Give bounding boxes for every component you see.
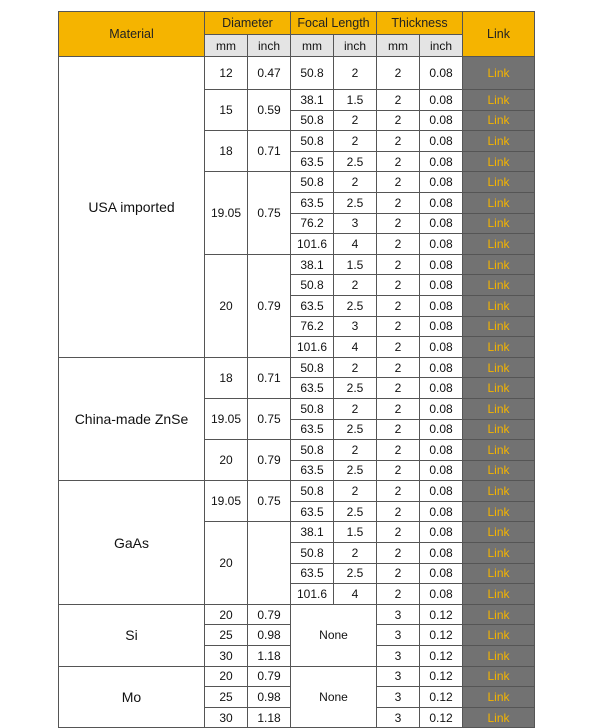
thickness-inch-cell: 0.08 xyxy=(420,172,463,193)
thickness-inch-cell: 0.12 xyxy=(420,604,463,625)
product-link[interactable]: Link xyxy=(487,422,510,437)
link-cell[interactable] xyxy=(463,57,535,90)
thickness-mm-cell: 2 xyxy=(377,481,420,502)
link-cell[interactable] xyxy=(463,254,535,275)
thickness-inch-cell: 0.08 xyxy=(420,151,463,172)
link-cell[interactable] xyxy=(463,151,535,172)
focal-inch-cell: 2 xyxy=(334,57,377,90)
focal-inch-cell: 2 xyxy=(334,110,377,131)
focal-inch-cell: 4 xyxy=(334,234,377,255)
product-link[interactable]: Link xyxy=(487,298,510,313)
focal-inch-cell: 2 xyxy=(334,357,377,378)
focal-mm-unit: mm xyxy=(291,35,334,57)
link-cell[interactable] xyxy=(463,625,535,646)
focal-inch-cell: 2.5 xyxy=(334,460,377,481)
diameter-mm-cell: 20 xyxy=(205,666,248,687)
thickness-mm-cell: 2 xyxy=(377,398,420,419)
thickness-inch-cell: 0.12 xyxy=(420,707,463,728)
link-cell[interactable] xyxy=(463,563,535,584)
link-cell[interactable] xyxy=(463,440,535,461)
focal-inch-cell: 3 xyxy=(334,316,377,337)
diameter-mm-cell: 25 xyxy=(205,687,248,708)
focal-inch-cell: 1.5 xyxy=(334,90,377,111)
focal-mm-cell: 38.1 xyxy=(291,522,334,543)
table-row xyxy=(59,57,535,90)
thickness-mm-cell: 2 xyxy=(377,543,420,564)
table-row xyxy=(59,666,535,687)
diameter-inch-cell: 1.18 xyxy=(248,646,291,667)
product-link[interactable]: Link xyxy=(487,92,510,107)
thickness-mm-cell: 3 xyxy=(377,646,420,667)
thickness-mm-cell: 2 xyxy=(377,501,420,522)
focal-inch-cell: 1.5 xyxy=(334,254,377,275)
table-row xyxy=(59,481,535,502)
diameter-inch-cell: 1.18 xyxy=(248,707,291,728)
product-link[interactable]: Link xyxy=(487,690,510,705)
link-cell[interactable] xyxy=(463,131,535,152)
thickness-mm-cell: 2 xyxy=(377,254,420,275)
link-header: Link xyxy=(463,12,535,57)
product-link[interactable]: Link xyxy=(487,66,510,80)
product-link[interactable]: Link xyxy=(487,401,510,416)
focal-mm-cell: 101.6 xyxy=(291,337,334,358)
diameter-mm-cell: 19.05 xyxy=(205,481,248,522)
product-link[interactable]: Link xyxy=(487,607,510,622)
focal-mm-cell: 63.5 xyxy=(291,419,334,440)
focal-inch-cell: 2 xyxy=(334,131,377,152)
product-link[interactable]: Link xyxy=(487,545,510,560)
thickness-inch-cell: 0.08 xyxy=(420,192,463,213)
diameter-inch-cell: 0.79 xyxy=(248,604,291,625)
link-cell[interactable] xyxy=(463,213,535,234)
focal-inch-cell: 2 xyxy=(334,440,377,461)
product-link[interactable]: Link xyxy=(487,566,510,581)
focal-mm-cell: 63.5 xyxy=(291,295,334,316)
thickness-mm-cell: 2 xyxy=(377,460,420,481)
focal-mm-cell: 101.6 xyxy=(291,234,334,255)
thickness-mm-cell: 2 xyxy=(377,213,420,234)
product-link[interactable]: Link xyxy=(487,319,510,334)
focal-inch-cell: 2.5 xyxy=(334,192,377,213)
focal-inch-cell: 4 xyxy=(334,337,377,358)
thickness-inch-cell: 0.08 xyxy=(420,419,463,440)
product-link[interactable]: Link xyxy=(487,628,510,643)
focal-mm-cell: 38.1 xyxy=(291,254,334,275)
thickness-inch-cell: 0.08 xyxy=(420,398,463,419)
link-cell[interactable] xyxy=(463,481,535,502)
focal-mm-cell: 50.8 xyxy=(291,57,334,90)
focal-inch-cell: 1.5 xyxy=(334,522,377,543)
lens-spec-table xyxy=(58,11,535,728)
link-cell[interactable] xyxy=(463,192,535,213)
diameter-inch-cell: 0.79 xyxy=(248,440,291,481)
diameter-inch-cell: 0.79 xyxy=(248,666,291,687)
link-cell[interactable] xyxy=(463,501,535,522)
focal-mm-cell: 50.8 xyxy=(291,131,334,152)
diameter-inch-cell: 0.75 xyxy=(248,172,291,254)
product-link[interactable]: Link xyxy=(487,525,510,540)
material-cell: USA imported xyxy=(59,57,205,358)
focal-inch-cell: 2.5 xyxy=(334,501,377,522)
thickness-inch-cell: 0.08 xyxy=(420,440,463,461)
material-cell: China-made ZnSe xyxy=(59,357,205,481)
thickness-mm-unit: mm xyxy=(377,35,420,57)
link-cell[interactable] xyxy=(463,295,535,316)
product-link[interactable]: Link xyxy=(487,710,510,725)
focal-mm-cell: 50.8 xyxy=(291,481,334,502)
thickness-mm-cell: 2 xyxy=(377,419,420,440)
link-cell[interactable] xyxy=(463,604,535,625)
product-link[interactable]: Link xyxy=(487,339,510,354)
focal-inch-cell: 2 xyxy=(334,172,377,193)
thickness-header: Thickness xyxy=(377,12,463,35)
focal-length-none-cell: None xyxy=(291,666,377,728)
link-cell[interactable] xyxy=(463,666,535,687)
focal-inch-cell: 2 xyxy=(334,543,377,564)
product-link[interactable]: Link xyxy=(487,648,510,663)
thickness-mm-cell: 2 xyxy=(377,295,420,316)
focal-mm-cell: 76.2 xyxy=(291,316,334,337)
diameter-inch-cell: 0.47 xyxy=(248,57,291,90)
product-link[interactable]: Link xyxy=(487,360,510,375)
thickness-mm-cell: 2 xyxy=(377,522,420,543)
focal-mm-cell: 50.8 xyxy=(291,440,334,461)
diameter-mm-cell: 12 xyxy=(205,57,248,90)
diameter-mm-cell: 18 xyxy=(205,131,248,172)
focal-inch-cell: 2 xyxy=(334,481,377,502)
product-link[interactable]: Link xyxy=(487,133,510,148)
diameter-mm-cell: 15 xyxy=(205,90,248,131)
thickness-inch-cell: 0.08 xyxy=(420,378,463,399)
focal-inch-cell: 2 xyxy=(334,275,377,296)
header-row xyxy=(59,12,535,35)
focal-length-header: Focal Length xyxy=(291,12,377,35)
link-cell[interactable] xyxy=(463,110,535,131)
link-cell[interactable] xyxy=(463,234,535,255)
focal-mm-cell: 63.5 xyxy=(291,460,334,481)
link-cell[interactable] xyxy=(463,172,535,193)
product-link[interactable]: Link xyxy=(487,484,510,499)
thickness-mm-cell: 2 xyxy=(377,584,420,605)
material-cell: Mo xyxy=(59,666,205,728)
focal-inch-cell: 2 xyxy=(334,398,377,419)
thickness-inch-cell: 0.08 xyxy=(420,357,463,378)
thickness-mm-cell: 3 xyxy=(377,604,420,625)
thickness-mm-cell: 2 xyxy=(377,151,420,172)
thickness-inch-cell: 0.12 xyxy=(420,687,463,708)
focal-mm-cell: 50.8 xyxy=(291,398,334,419)
thickness-inch-cell: 0.08 xyxy=(420,213,463,234)
diameter-mm-cell: 18 xyxy=(205,357,248,398)
diameter-inch-unit: inch xyxy=(248,35,291,57)
link-cell[interactable] xyxy=(463,378,535,399)
thickness-mm-cell: 2 xyxy=(377,131,420,152)
focal-inch-cell: 4 xyxy=(334,584,377,605)
diameter-mm-cell: 19.05 xyxy=(205,398,248,439)
focal-mm-cell: 50.8 xyxy=(291,172,334,193)
focal-mm-cell: 101.6 xyxy=(291,584,334,605)
table-row xyxy=(59,604,535,625)
thickness-inch-cell: 0.08 xyxy=(420,254,463,275)
focal-inch-cell: 2.5 xyxy=(334,378,377,399)
thickness-inch-cell: 0.08 xyxy=(420,543,463,564)
thickness-inch-cell: 0.08 xyxy=(420,563,463,584)
table-row xyxy=(59,357,535,378)
product-link[interactable]: Link xyxy=(487,154,510,169)
product-link[interactable]: Link xyxy=(487,504,510,519)
thickness-mm-cell: 2 xyxy=(377,57,420,90)
diameter-inch-cell: 0.98 xyxy=(248,687,291,708)
focal-mm-cell: 63.5 xyxy=(291,563,334,584)
product-link[interactable]: Link xyxy=(487,463,510,478)
link-cell[interactable] xyxy=(463,522,535,543)
focal-length-none-cell: None xyxy=(291,604,377,666)
focal-mm-cell: 38.1 xyxy=(291,90,334,111)
thickness-mm-cell: 3 xyxy=(377,707,420,728)
product-link[interactable]: Link xyxy=(487,113,510,128)
diameter-mm-cell: 30 xyxy=(205,646,248,667)
link-cell[interactable] xyxy=(463,316,535,337)
link-cell[interactable] xyxy=(463,337,535,358)
thickness-mm-cell: 2 xyxy=(377,440,420,461)
material-header: Material xyxy=(59,12,205,57)
link-cell[interactable] xyxy=(463,646,535,667)
thickness-inch-cell: 0.08 xyxy=(420,295,463,316)
focal-mm-cell: 63.5 xyxy=(291,192,334,213)
thickness-inch-cell: 0.08 xyxy=(420,337,463,358)
product-link[interactable]: Link xyxy=(487,381,510,396)
product-link[interactable]: Link xyxy=(487,257,510,272)
thickness-inch-cell: 0.12 xyxy=(420,646,463,667)
focal-inch-cell: 2.5 xyxy=(334,419,377,440)
thickness-mm-cell: 2 xyxy=(377,337,420,358)
product-link[interactable]: Link xyxy=(487,669,510,684)
spec-body xyxy=(59,57,535,728)
focal-inch-cell: 3 xyxy=(334,213,377,234)
focal-mm-cell: 63.5 xyxy=(291,151,334,172)
thickness-inch-unit: inch xyxy=(420,35,463,57)
thickness-inch-cell: 0.08 xyxy=(420,275,463,296)
thickness-mm-cell: 2 xyxy=(377,378,420,399)
thickness-inch-cell: 0.08 xyxy=(420,584,463,605)
diameter-mm-cell: 20 xyxy=(205,440,248,481)
thickness-mm-cell: 2 xyxy=(377,172,420,193)
thickness-mm-cell: 2 xyxy=(377,316,420,337)
thickness-inch-cell: 0.12 xyxy=(420,666,463,687)
product-link[interactable]: Link xyxy=(487,175,510,190)
thickness-inch-cell: 0.08 xyxy=(420,501,463,522)
product-link[interactable]: Link xyxy=(487,278,510,293)
link-cell[interactable] xyxy=(463,398,535,419)
focal-mm-cell: 50.8 xyxy=(291,275,334,296)
thickness-inch-cell: 0.08 xyxy=(420,316,463,337)
product-link[interactable]: Link xyxy=(487,195,510,210)
thickness-inch-cell: 0.08 xyxy=(420,57,463,90)
thickness-mm-cell: 3 xyxy=(377,625,420,646)
link-cell[interactable] xyxy=(463,275,535,296)
focal-inch-cell: 2.5 xyxy=(334,295,377,316)
thickness-mm-cell: 2 xyxy=(377,192,420,213)
thickness-mm-cell: 2 xyxy=(377,275,420,296)
product-link[interactable]: Link xyxy=(487,587,510,602)
thickness-mm-cell: 3 xyxy=(377,666,420,687)
focal-inch-cell: 2.5 xyxy=(334,563,377,584)
thickness-mm-cell: 2 xyxy=(377,357,420,378)
thickness-inch-cell: 0.08 xyxy=(420,234,463,255)
thickness-mm-cell: 3 xyxy=(377,687,420,708)
diameter-inch-cell xyxy=(248,522,291,604)
diameter-mm-cell: 20 xyxy=(205,522,248,604)
link-cell[interactable] xyxy=(463,707,535,728)
product-link[interactable]: Link xyxy=(487,216,510,231)
focal-mm-cell: 63.5 xyxy=(291,501,334,522)
thickness-mm-cell: 2 xyxy=(377,234,420,255)
focal-mm-cell: 50.8 xyxy=(291,543,334,564)
diameter-header: Diameter xyxy=(205,12,291,35)
thickness-inch-cell: 0.08 xyxy=(420,460,463,481)
thickness-mm-cell: 2 xyxy=(377,110,420,131)
thickness-inch-cell: 0.08 xyxy=(420,110,463,131)
diameter-mm-unit: mm xyxy=(205,35,248,57)
thickness-mm-cell: 2 xyxy=(377,90,420,111)
focal-mm-cell: 76.2 xyxy=(291,213,334,234)
diameter-mm-cell: 25 xyxy=(205,625,248,646)
link-cell[interactable] xyxy=(463,90,535,111)
link-cell[interactable] xyxy=(463,460,535,481)
diameter-mm-cell: 30 xyxy=(205,707,248,728)
thickness-inch-cell: 0.08 xyxy=(420,131,463,152)
link-cell[interactable] xyxy=(463,543,535,564)
focal-mm-cell: 63.5 xyxy=(291,378,334,399)
diameter-inch-cell: 0.75 xyxy=(248,481,291,522)
diameter-mm-cell: 19.05 xyxy=(205,172,248,254)
diameter-inch-cell: 0.71 xyxy=(248,357,291,398)
link-cell[interactable] xyxy=(463,357,535,378)
diameter-mm-cell: 20 xyxy=(205,604,248,625)
diameter-inch-cell: 0.59 xyxy=(248,90,291,131)
material-cell: GaAs xyxy=(59,481,205,605)
diameter-inch-cell: 0.98 xyxy=(248,625,291,646)
diameter-inch-cell: 0.79 xyxy=(248,254,291,357)
thickness-inch-cell: 0.08 xyxy=(420,90,463,111)
link-cell[interactable] xyxy=(463,584,535,605)
focal-mm-cell: 50.8 xyxy=(291,357,334,378)
diameter-inch-cell: 0.75 xyxy=(248,398,291,439)
diameter-mm-cell: 20 xyxy=(205,254,248,357)
link-cell[interactable] xyxy=(463,687,535,708)
thickness-inch-cell: 0.08 xyxy=(420,481,463,502)
material-cell: Si xyxy=(59,604,205,666)
product-link[interactable]: Link xyxy=(487,442,510,457)
link-cell[interactable] xyxy=(463,419,535,440)
thickness-inch-cell: 0.08 xyxy=(420,522,463,543)
thickness-inch-cell: 0.12 xyxy=(420,625,463,646)
diameter-inch-cell: 0.71 xyxy=(248,131,291,172)
focal-inch-cell: 2.5 xyxy=(334,151,377,172)
focal-mm-cell: 50.8 xyxy=(291,110,334,131)
product-link[interactable]: Link xyxy=(487,236,510,251)
thickness-mm-cell: 2 xyxy=(377,563,420,584)
focal-inch-unit: inch xyxy=(334,35,377,57)
